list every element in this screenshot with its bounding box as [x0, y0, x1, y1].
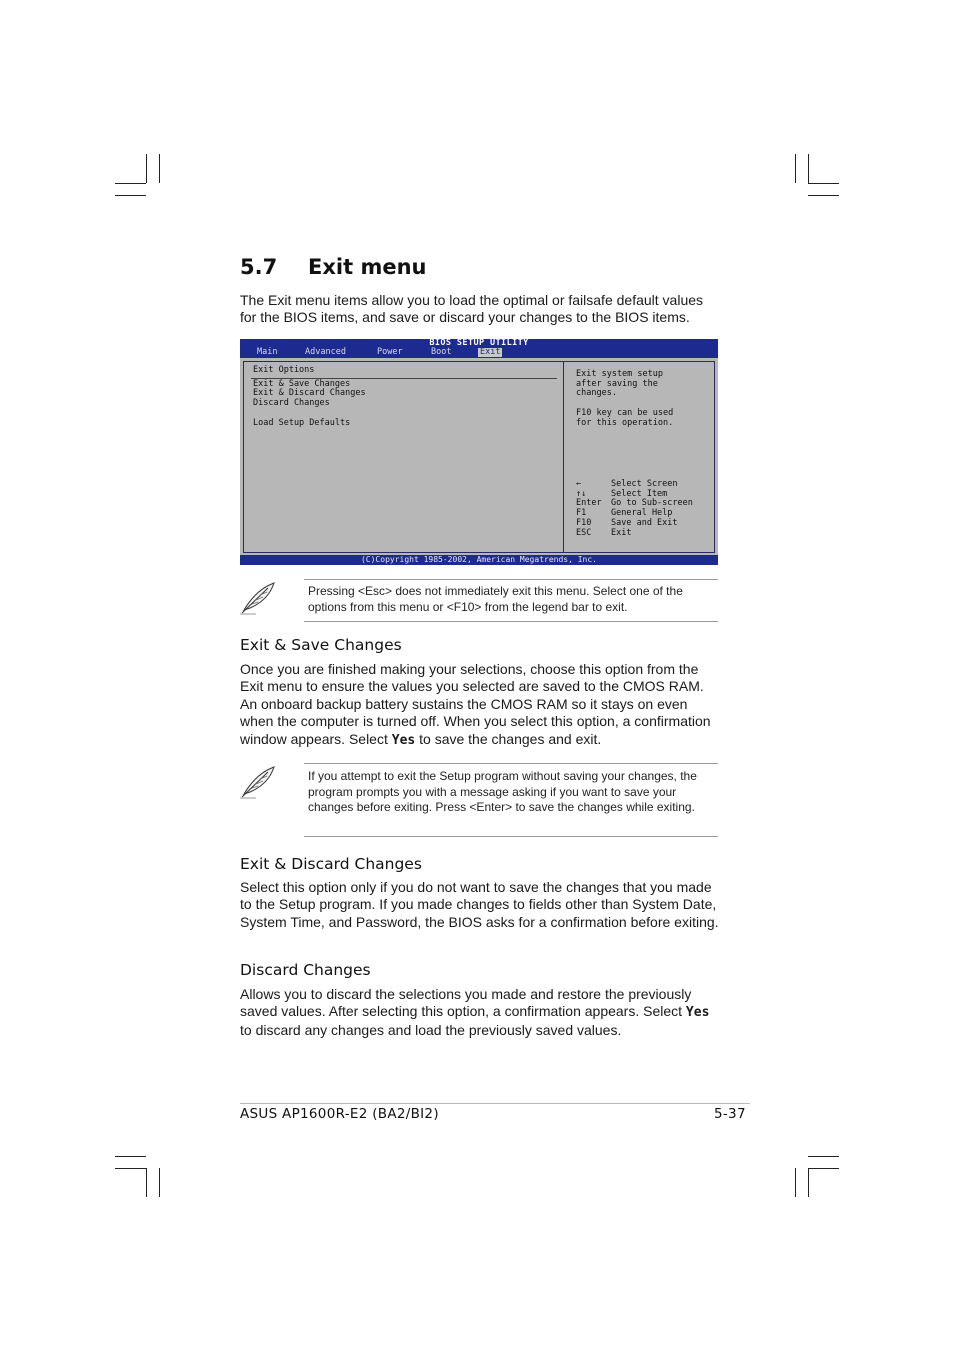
crop-mark: [808, 1156, 839, 1157]
yes-keyword: Yes: [685, 1005, 710, 1021]
heading-discard: Discard Changes: [240, 961, 371, 979]
crop-mark: [115, 195, 146, 196]
crop-mark: [808, 154, 809, 183]
bios-option-load-defaults[interactable]: Load Setup Defaults: [253, 417, 351, 428]
legend-desc: Select Screen: [611, 479, 678, 489]
crop-mark: [808, 195, 839, 196]
bios-tab-exit[interactable]: Exit: [480, 347, 501, 357]
crop-mark: [808, 1168, 839, 1169]
section-title-text: Exit menu: [308, 255, 427, 279]
bios-legend: [576, 480, 693, 538]
crop-mark: [115, 1156, 146, 1157]
crop-mark: [808, 1168, 809, 1197]
footer-model: ASUS AP1600R-E2 (BA2/BI2): [240, 1106, 439, 1122]
bios-help-line: F10 key can be used: [576, 407, 674, 418]
legend-desc: Select Item: [611, 488, 668, 499]
legend-row: [576, 529, 693, 539]
paragraph-exit-save: [240, 661, 720, 749]
bios-option-exit-save[interactable]: Exit & Save Changes: [253, 378, 351, 389]
paragraph-text: Once you are finished making your selections, choose this option from the Exit menu to ensure the values you selected are saved to the CMOS RAM. An onboard backup battery sustains the CMOS RAM so it stays on even when the computer is turned off. When you select this option, a confirmation window appears. Select: [240, 661, 711, 747]
bios-tab-advanced[interactable]: Advanced: [305, 347, 346, 357]
crop-mark: [795, 1168, 796, 1197]
crop-mark: [115, 1168, 146, 1169]
bios-divider: [563, 361, 564, 553]
legend-desc: General Help: [611, 508, 673, 519]
bios-tab-boot[interactable]: Boot: [431, 347, 452, 357]
bios-help-line: for this operation.: [576, 417, 674, 428]
bios-option-exit-discard[interactable]: Exit & Discard Changes: [253, 388, 366, 399]
feather-note-icon: [238, 580, 278, 616]
heading-exit-save: Exit & Save Changes: [240, 636, 402, 654]
bios-copyright: (C)Copyright 1985-2002, American Megatrends, Inc.: [360, 555, 597, 564]
crop-mark: [159, 1168, 160, 1197]
bios-option-discard[interactable]: Discard Changes: [253, 398, 330, 409]
note-text: Pressing <Esc> does not immediately exit this menu. Select one of the options from this menu or <F10> from the legend bar to exit.: [308, 584, 683, 614]
paragraph-discard: [240, 986, 720, 1039]
legend-desc: Go to Sub-screen: [611, 498, 693, 509]
bios-options-panel: [253, 366, 366, 428]
crop-mark: [808, 183, 839, 184]
paragraph-text: Allows you to discard the selections you made and restore the previously saved values. After selecting this option, a confirmation appears. Select: [240, 986, 692, 1020]
bios-screenshot: [240, 339, 718, 565]
feather-note-icon: [238, 764, 278, 800]
page-number: 5-37: [714, 1106, 746, 1122]
legend-desc: Save and Exit: [611, 517, 678, 528]
legend-key: ESC: [576, 527, 592, 538]
legend-desc: Exit: [611, 527, 632, 538]
note-box: [304, 763, 718, 837]
paragraph-text: to save the changes and exit.: [415, 730, 602, 747]
up-down-arrow-icon: ↑↓: [576, 488, 587, 499]
crop-mark: [159, 154, 160, 183]
section-number: 5.7: [240, 255, 278, 279]
bios-status-bar: [240, 555, 718, 565]
bios-menu-bar: [240, 339, 718, 358]
crop-mark: [146, 154, 147, 183]
footer-rule: [240, 1103, 750, 1104]
bios-header-underline: [251, 378, 557, 379]
note-box: [304, 579, 718, 622]
crop-mark: [795, 154, 796, 183]
paragraph-text: to discard any changes and load the previously saved values.: [240, 1021, 622, 1038]
legend-key: Enter: [576, 498, 602, 509]
crop-mark: [115, 183, 146, 184]
paragraph-exit-discard: Select this option only if you do not want to save the changes that you made to the Setup program. If you made changes to fields other than System Date, System Time, and Password, the BIOS asks for a confirmation before exiting.: [240, 879, 719, 930]
bios-tab-main[interactable]: Main: [257, 347, 278, 357]
legend-key: F1: [576, 508, 587, 519]
bios-tab-power[interactable]: Power: [377, 347, 403, 357]
section-title: [240, 255, 426, 279]
heading-exit-discard: Exit & Discard Changes: [240, 855, 422, 873]
intro-paragraph: The Exit menu items allow you to load the optimal or failsafe default values for the BIOS items, and save or discard your changes to the BIOS items.: [240, 292, 704, 326]
bios-help-line: after saving the: [576, 378, 658, 389]
bios-help-line: Exit system setup: [576, 369, 663, 379]
note-text: If you attempt to exit the Setup program without saving your changes, the program prompts you with a message asking if you want to save your changes before exiting. Press <Enter> to save the changes while exiting.: [308, 769, 697, 815]
legend-key: F10: [576, 517, 592, 528]
yes-keyword: Yes: [391, 732, 416, 748]
legend-row: [576, 519, 693, 529]
left-arrow-icon: ←: [576, 479, 582, 489]
bios-help-line: changes.: [576, 388, 617, 399]
crop-mark: [146, 1168, 147, 1197]
bios-title: BIOS SETUP UTILITY: [429, 338, 529, 348]
bios-help-panel: [576, 370, 673, 428]
bios-options-header: Exit Options: [253, 365, 315, 375]
